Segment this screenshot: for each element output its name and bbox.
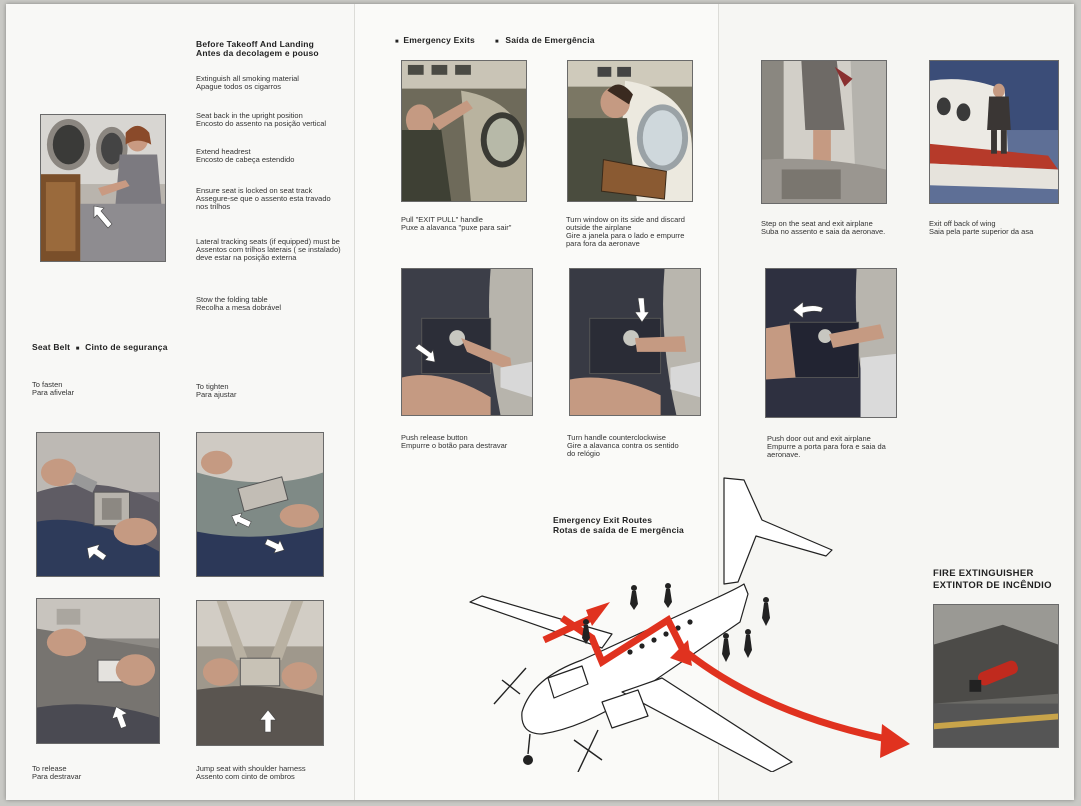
- arrow-icon: [413, 342, 437, 364]
- preflight-item-6-en: Stow the folding table: [196, 295, 268, 304]
- safety-card-sheet: [6, 4, 1074, 800]
- step3-pt: Empurre o botão para destravar: [401, 441, 508, 450]
- photo-belt-release: [36, 598, 160, 744]
- preflight-item-5-en: Lateral tracking seats (if equipped) must be: [196, 237, 340, 246]
- routes-heading-en: Emergency Exit Routes: [553, 515, 653, 525]
- airplane-tail: [724, 478, 832, 584]
- photo-turn-window: [567, 60, 693, 202]
- fasten-en: To fasten: [32, 380, 63, 389]
- preflight-item-3-en: Extend headrest: [196, 147, 251, 156]
- photo-pull-handle: [401, 60, 527, 202]
- photo-turn-handle: [569, 268, 701, 416]
- routes-heading-pt: Rotas de saída de E mergência: [553, 525, 684, 535]
- airplane-wing-right: [622, 678, 792, 772]
- arrow-icon: [264, 534, 288, 554]
- release-en: To release: [32, 764, 67, 773]
- tighten-en: To tighten: [196, 382, 229, 391]
- preflight-item-4-en: Ensure seat is locked on seat track: [196, 186, 313, 195]
- step1-pt: Puxe a alavanca "puxe para sair": [401, 223, 512, 232]
- arrow-icon: [228, 512, 252, 532]
- nose-gear: [528, 734, 530, 754]
- arrow-icon: [92, 204, 114, 230]
- seatbelt-bullet: ■: [75, 346, 80, 352]
- step5-pt: Suba no assento e saia da aeronave.: [761, 227, 886, 236]
- step5-en: Step on the seat and exit airplane: [761, 219, 873, 228]
- photo-step-on-seat: [761, 60, 887, 204]
- preflight-item-4-pt2: nos trilhos: [196, 202, 231, 211]
- seatbelt-heading-pt: Cinto de segurança: [85, 342, 168, 352]
- step1-en: Pull "EXIT PULL" handle: [401, 215, 483, 224]
- exits-bullet: ■: [395, 39, 399, 45]
- arrow-icon: [791, 300, 825, 318]
- exits-bullet-2: ■: [495, 39, 499, 45]
- exit-routes-diagram: [462, 472, 912, 772]
- preflight-item-1-en: Extinguish all smoking material: [196, 74, 299, 83]
- preflight-heading-en: Before Takeoff And Landing: [196, 39, 315, 49]
- photo-belt-tighten: [196, 432, 324, 577]
- step7-pt: Empurre a porta para fora e saia da: [767, 442, 886, 451]
- release-pt: Para destravar: [32, 772, 82, 781]
- panel-preflight-seatbelt: [6, 4, 354, 800]
- propeller-left: [494, 668, 526, 704]
- step4-pt2: do relógio: [567, 449, 600, 458]
- step6-en: Exit off back of wing: [929, 219, 996, 228]
- tighten-pt: Para ajustar: [196, 390, 237, 399]
- arrow-icon: [84, 542, 108, 564]
- nose-wheel: [523, 755, 533, 765]
- step4-pt: Gire a alavanca contra os sentido: [567, 441, 679, 450]
- exits-heading-pt: Saída de Emergência: [505, 35, 595, 45]
- photo-attendant-seat: [40, 114, 166, 262]
- arrow-icon: [110, 704, 130, 730]
- step2-en: Turn window on its side and discard: [566, 215, 685, 224]
- photo-push-door: [765, 268, 897, 418]
- preflight-item-3-pt: Encosto de cabeça estendido: [196, 155, 295, 164]
- preflight-item-1-pt: Apague todos os cigarros: [196, 82, 282, 91]
- step3-en: Push release button: [401, 433, 468, 442]
- preflight-item-5-pt: Assentos com trilhos laterais ( se instalado): [196, 245, 341, 254]
- photo-fire-extinguisher: [933, 604, 1059, 748]
- preflight-heading-pt: Antes da decolagem e pouso: [196, 48, 319, 58]
- step2-en2: outside the airplane: [566, 223, 632, 232]
- step2-pt: Gire a janela para o lado e empurre: [566, 231, 685, 240]
- seatbelt-heading: [32, 342, 168, 354]
- exits-heading-pt-wrap: [495, 35, 595, 47]
- arrow-icon: [258, 708, 278, 734]
- extinguisher-heading-pt: EXTINTOR DE INCÊNDIO: [933, 580, 1052, 591]
- extinguisher-heading-en: FIRE EXTINGUISHER: [933, 568, 1034, 579]
- fasten-pt: Para afivelar: [32, 388, 75, 397]
- jump-seat-pt: Assento com cinto de ombros: [196, 772, 295, 781]
- arrow-icon: [633, 296, 651, 324]
- exits-heading-en-wrap: [395, 35, 475, 47]
- step4-en: Turn handle counterclockwise: [567, 433, 666, 442]
- photo-exit-wing: [929, 60, 1059, 204]
- preflight-item-4-pt: Assegure-se que o assento esta travado: [196, 194, 331, 203]
- step7-pt2: aeronave.: [767, 450, 801, 459]
- preflight-item-2-en: Seat back in the upright position: [196, 111, 303, 120]
- preflight-item-6-pt: Recolha a mesa dobrável: [196, 303, 282, 312]
- step2-pt2: para fora da aeronave: [566, 239, 640, 248]
- step6-pt: Saia pela parte superior da asa: [929, 227, 1034, 236]
- preflight-item-5-pt2: deve estar na posição externa: [196, 253, 297, 262]
- jump-seat-en: Jump seat with shoulder harness: [196, 764, 306, 773]
- step7-en: Push door out and exit airplane: [767, 434, 871, 443]
- exits-heading-en: Emergency Exits: [403, 35, 475, 45]
- propeller-right: [574, 730, 602, 772]
- preflight-item-2-pt: Encosto do assento na posição vertical: [196, 119, 327, 128]
- seatbelt-heading-en: Seat Belt: [32, 342, 71, 352]
